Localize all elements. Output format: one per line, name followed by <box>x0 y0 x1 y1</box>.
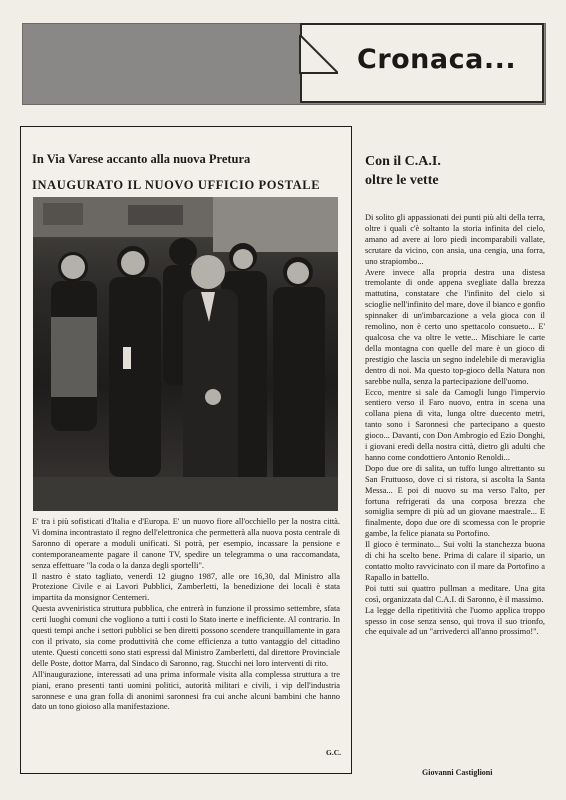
article-headline: INAUGURATO IL NUOVO UFFICIO POSTALE <box>32 178 321 192</box>
article-author: Giovanni Castiglioni <box>422 768 493 777</box>
crowd-photo-image <box>33 197 338 511</box>
right-article-text: Di solito gli appassionati dei punti più alti della terra, oltre i quali c'è soltanto la storia infinita del cielo, amano ad avere ai loro piedi incomparabili vallate, scrutare da vicino, con ansia, una cengia, una forra, uno strapiombo... Avere invece alla propria destra una distesa tremolante di onde appena svegliate dalla brezza mattutina, constatare che l'infinito del cielo si scioglie nell'infinito del mare, dove il bianco e gonfio spinnaker di un'imbarcazione a vela gioca con il remolino, non è certo uno spettacolo consueto... E' qualcosa che va oltre le vette... Mischiare le carte della montagna con quelle del mare è un gioco di prestigio che lascia un segno indelebile di meraviglia dentro di noi. Ma questo top-gioco della Natura non sarebbe nulla, senza la partecipazione dell'uomo. Ecco, mentre si sale da Camogli lungo l'impervio sentiero verso il Faro nuovo, entra in scena una collana piena di vita, lunga oltre duecento metri, tanto sono i Saronnesi che partecipano a questo gioco... Davanti, con Don Ambrogio ed Ezio Donghi, i giovani eredi della nostra città, dietro gli adulti che hanno come condottiero Antonio Renoldi... Dopo due ore di salita, un tuffo lungo altrettanto su San Fruttuoso, dove ci si ristora, si ascolta la Santa Messa... E poi di nuovo su ma verso l'alto, per fortuna refrigerati da una corposa brezza che somiglia sempre di più ad un giovane maestrale... E finalmente, dopo due ore di scomessa con le proprie gambe, la felice pianata su Portofino. Il gioco è terminato... Sui volti la stanchezza buona di chi ha scelto bene. Prima di calare il sipario, un contatto molto ravvicinato con il mare da Portofino a Rapallo in battello. Poi tutti sui quattro pullman a meditare. Una gita così, organizzata dal C.A.I. di Saronno, è il massimo. La legge della ripetitività che l'uomo applica troppo spesso in cose senza senso, qui trova il suo trionfo, che equivale ad un "arrivederci all'anno prossimo!". <box>365 213 545 637</box>
left-article-text: E' tra i più sofisticati d'Italia e d'Europa. E' un nuovo fiore all'occhiello per la nostra città. Vi domina incontrastato il regno dell'elettronica che permetterà alla nuova posta centrale di Saronno di operare a moduli unificati. Si potrà, per esempio, incassare la pensione e contemporaneamente pagare il canone TV, spedire un telegramma o una raccomandata, senza effettuare "la coda o la danza degli sportelli". Il nastro è stato tagliato, venerdì 12 giugno 1987, alle ore 16,30, dal Ministro alla Protezione Civile e ai Lavori Pubblici, Zamberletti, la benedizione dei locali è stata impartita da monsignor Centemeri. Questa avveniristica struttura pubblica, che entrerà in funzione il prossimo settembre, sfata certi luoghi comuni che vogliono a tutti i costi lo Stato inerte e inefficiente. Al contrario. In questi tempi anche i settori pubblici se ben diretti possono scendere tranquillamente in gara con il privato, sia come produttività che come efficienza a tutto vantaggio del cittadino utente. Questi concetti sono stati espressi dal Ministro Zamberletti, dal direttore Provinciale delle Poste, dottor Marra, dal Sindaco di Saronno, rag. Stucchi nei loro interventi di rito. All'inaugurazione, interessati ad una prima informale visita alla complessa struttura a tre piani, erano presenti tanti uomini politici, autorità militari e civili, i vip dell'industria saronnese e una gran folla di anonimi saronnesi fra cui anche alcuni bambini che hanno dato un tono gioioso alla manifestazione. <box>32 517 340 712</box>
right-title-line1: Con il C.A.I. <box>365 154 441 169</box>
right-article-title <box>365 152 545 190</box>
left-article-body <box>32 517 340 713</box>
page-fold-icon <box>298 35 338 75</box>
section-title: Cronaca... <box>357 44 517 75</box>
article-signature: G.C. <box>326 748 341 757</box>
article-kicker: In Via Varese accanto alla nuova Pretura <box>32 152 251 166</box>
right-article-body <box>365 213 545 638</box>
article-photo <box>33 197 338 511</box>
right-title-line2: oltre le vette <box>365 173 439 188</box>
